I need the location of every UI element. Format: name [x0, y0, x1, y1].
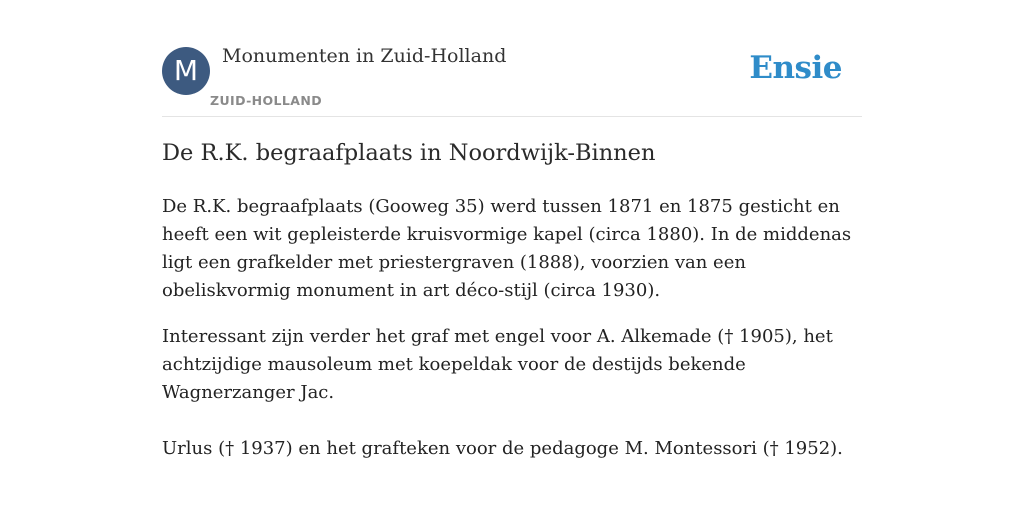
- card-header: [162, 0, 862, 117]
- brand-logo[interactable]: Ensie: [749, 50, 842, 86]
- article-title: De R.K. begraafplaats in Noordwijk-Binnen: [162, 140, 656, 166]
- article-paragraph: De R.K. begraafplaats (Gooweg 35) werd tussen 1871 en 1875 gesticht en heeft een wit gepleisterde kruisvormige kapel (circa 1880). In de middenas ligt een grafkelder met priestergraven (1888), voorzien van een obeliskvormig monument in art déco-stijl (circa 1930).: [162, 196, 852, 301]
- source-avatar[interactable]: M: [162, 47, 210, 95]
- article-card: [162, 0, 862, 512]
- article-paragraph: Urlus († 1937) en het grafteken voor de pedagoge M. Montessori († 1952).: [162, 438, 843, 459]
- source-category[interactable]: ZUID-HOLLAND: [210, 93, 322, 108]
- article-paragraph: Interessant zijn verder het graf met engel voor A. Alkemade († 1905), het achtzijdige mausoleum met koepeldak voor de destijds bekende Wagnerzanger Jac.: [162, 326, 833, 403]
- source-title[interactable]: Monumenten in Zuid-Holland: [222, 45, 507, 67]
